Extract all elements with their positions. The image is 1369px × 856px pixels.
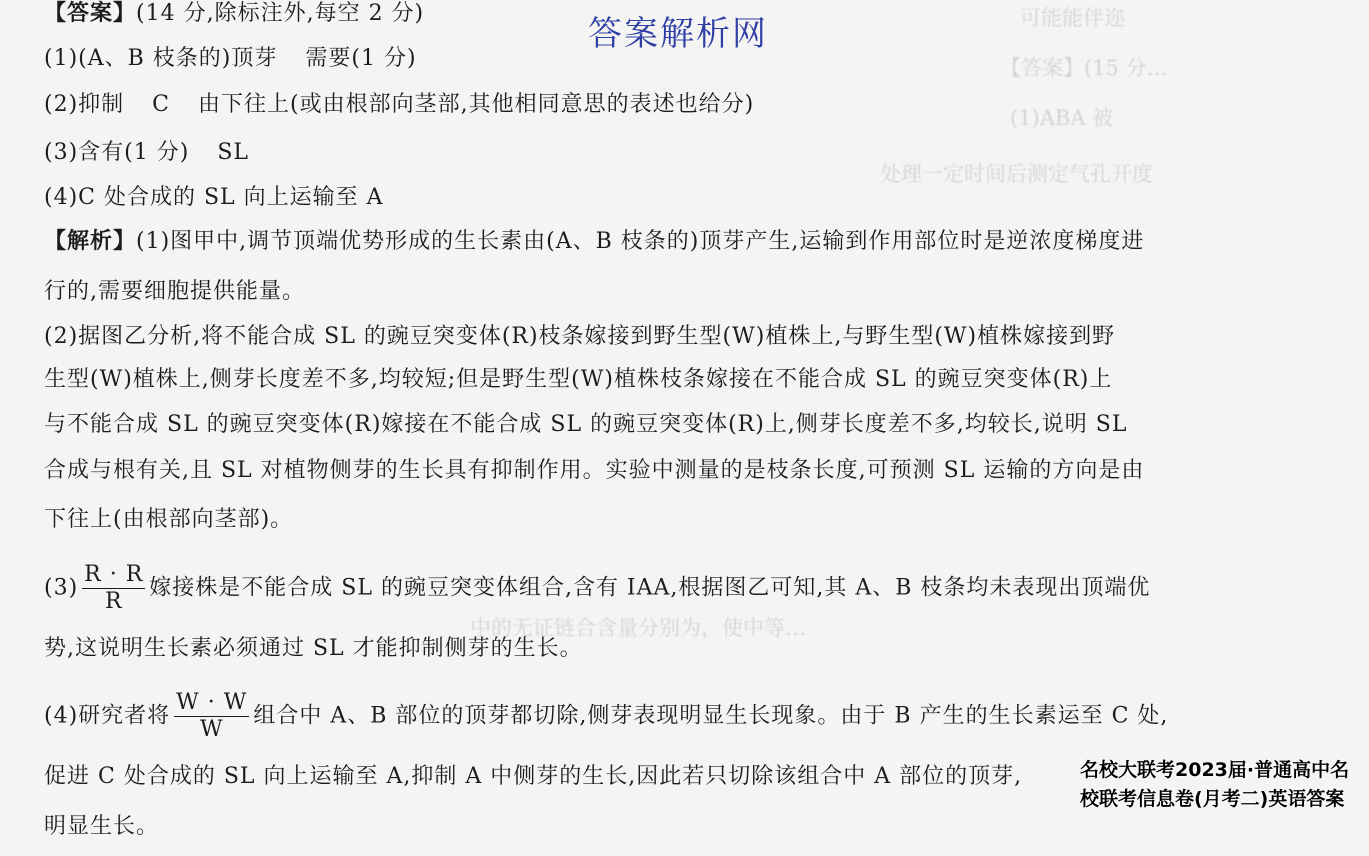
fraction-numerator: W · W xyxy=(176,690,248,715)
analysis-label: 【解析】 xyxy=(44,228,137,254)
bleed-through-text: 处理一定时间后测定气孔开度 xyxy=(880,162,1153,186)
p4-prefix: (4)研究者将 xyxy=(44,703,171,729)
fraction-ww xyxy=(174,690,249,743)
source-stamp-overlay: 名校大联考2023届·普通高中名校联考信息卷(月考二)英语答案 xyxy=(1080,759,1350,810)
analysis-p4-line2: 促进 C 处合成的 SL 向上运输至 A,抑制 A 中侧芽的生长,因此若只切除该组合中 A 部位的顶芽, xyxy=(44,764,1023,789)
analysis-text: (1)图甲中,调节顶端优势形成的生长素由(A、B 枝条的)顶芽产生,运输到作用部位时是逆浓度梯度进 xyxy=(136,229,1145,254)
answer-item-4 xyxy=(44,183,384,213)
answer-label: 【答案】 xyxy=(44,0,137,26)
analysis-p4-line3: 明显生长。 xyxy=(44,814,160,839)
answer-1-part-a: (1)(A、B 枝条的)顶芽 xyxy=(44,46,278,71)
analysis-p3-line2: 势,这说明生长素必须通过 SL 才能抑制侧芽的生长。 xyxy=(44,636,583,661)
fraction-denominator: R xyxy=(104,589,123,614)
answer-3-part-a: (3)含有(1 分) xyxy=(44,140,190,165)
fraction-denominator: W xyxy=(199,717,224,742)
p4-text: 组合中 A、B 部位的顶芽都切除,侧芽表现明显生长现象。由于 B 产生的生长素运至 C 处, xyxy=(253,703,1169,729)
answer-note: (14 分,除标注外,每空 2 分) xyxy=(136,1,425,26)
answer-header xyxy=(44,0,424,29)
analysis-p2-line2: 生型(W)植株上,侧芽长度差不多,均较短;但是野生型(W)植株枝条嫁接在不能合成 SL 的豌豆突变体(R)上 xyxy=(44,367,1113,392)
answer-item-1 xyxy=(44,44,417,74)
answer-item-3 xyxy=(44,138,249,168)
p3-text: 嫁接株是不能合成 SL 的豌豆突变体组合,含有 IAA,根据图乙可知,其 A、B 枝条均未表现出顶端优 xyxy=(149,575,1151,601)
analysis-p2-line3: 与不能合成 SL 的豌豆突变体(R)嫁接在不能合成 SL 的豌豆突变体(R)上,侧芽长度差不多,均较长,说明 SL xyxy=(44,412,1128,437)
bleed-through-text: 中的无证链合含量分别为，使中等… xyxy=(470,616,806,640)
analysis-p2-line5: 下往上(由根部向茎部)。 xyxy=(44,507,294,532)
answer-item-2 xyxy=(44,90,754,120)
answer-1-part-b: 需要(1 分) xyxy=(305,46,417,71)
answer-3-part-b: SL xyxy=(217,140,250,165)
bleed-through-text: 可能能伴迩 xyxy=(1020,6,1125,30)
analysis-p2-line1: (2)据图乙分析,将不能合成 SL 的豌豆突变体(R)枝条嫁接到野生型(W)植株上,与野生型(W)植株嫁接到野 xyxy=(44,324,1116,349)
watermark-text: 答案解析网 xyxy=(588,14,768,54)
analysis-p2-line4: 合成与根有关,且 SL 对植物侧芽的生长具有抑制作用。实验中测量的是枝条长度,可预测 SL 运输的方向是由 xyxy=(44,458,1145,483)
answer-2-part-c: 由下往上(或由根部向茎部,其他相同意思的表述也给分) xyxy=(198,92,755,117)
fraction-numerator: R · R xyxy=(84,562,144,587)
answer-2-part-a: (2)抑制 xyxy=(44,92,125,117)
p3-prefix: (3) xyxy=(44,575,79,601)
analysis-p3-line1 xyxy=(44,562,1150,615)
analysis-p4-line1 xyxy=(44,690,1168,743)
fraction-rr xyxy=(82,562,145,615)
bleed-through-text: (1)ABA 被 xyxy=(1010,106,1114,130)
answer-4-text: (4)C 处合成的 SL 向上运输至 A xyxy=(44,185,384,210)
answer-2-part-b: C xyxy=(152,92,171,117)
bleed-through-text: 【答案】(15 分… xyxy=(1000,56,1168,80)
analysis-p1-line2: 行的,需要细胞提供能量。 xyxy=(44,279,305,304)
analysis-p1-line1 xyxy=(44,226,1144,257)
